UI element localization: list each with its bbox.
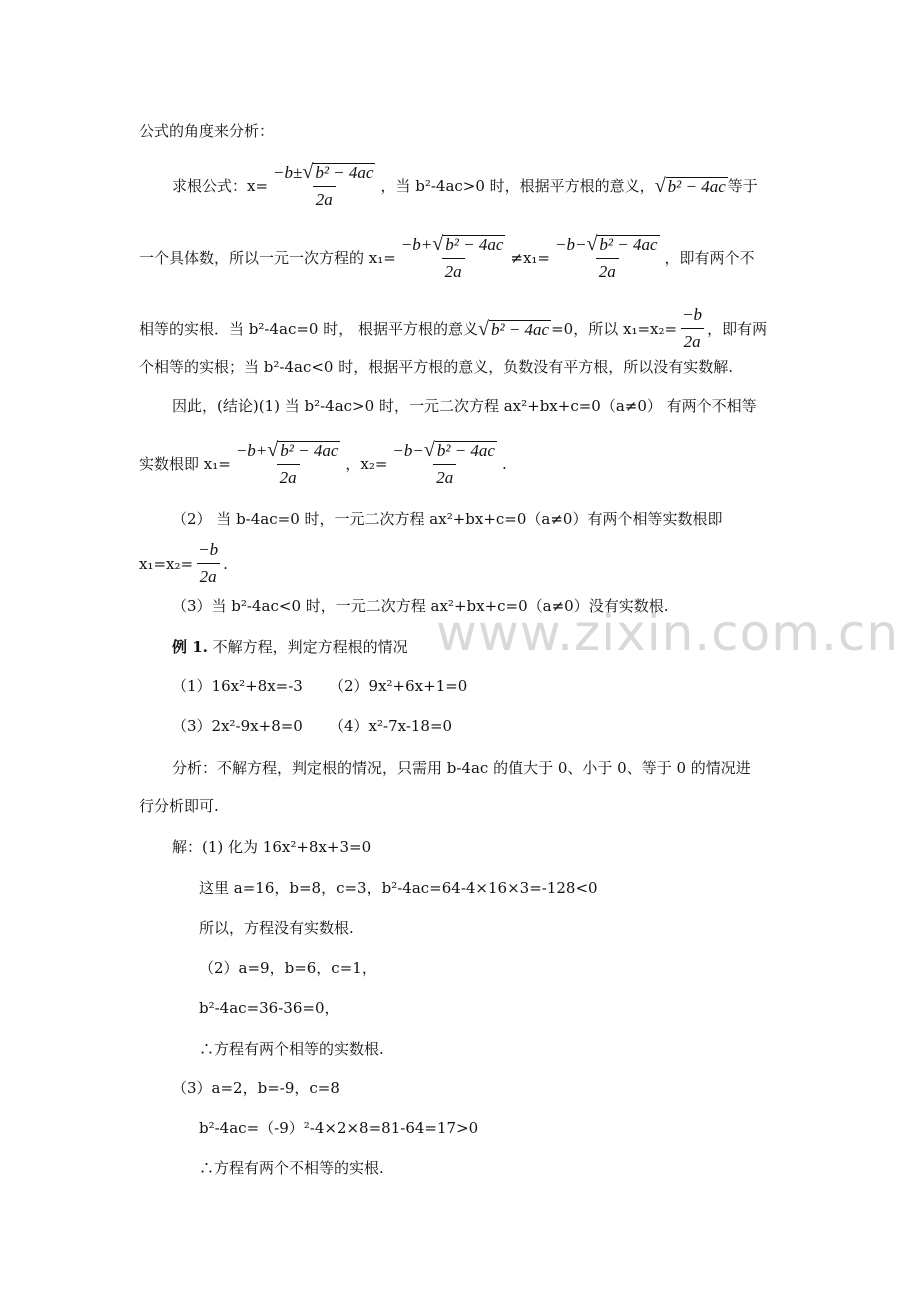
equation-3: （3）2x²-9x+8=0	[172, 717, 303, 735]
formula-mid: ，当 b²-4ac>0 时，根据平方根的意义，	[380, 177, 655, 195]
conclusion-3: （3）当 b²-4ac<0 时，一元二次方程 ax²+bx+c=0（a≠0）没有实数根.	[172, 597, 669, 615]
solution-1: 解：(1) 化为 16x²+8x+3=0	[172, 838, 372, 856]
root-minus-fraction: −b− √ b² − 4ac 2a	[554, 233, 658, 281]
discriminant-radical: √ b² − 4ac	[478, 317, 550, 340]
example-heading: 例 1. 不解方程，判定方程根的情况	[172, 638, 408, 656]
formula-suffix: 等于	[727, 177, 758, 195]
equation-2: （2）9x²+6x+1=0	[329, 677, 468, 695]
solution-6: ∴方程有两个相等的实数根.	[199, 1040, 384, 1058]
equation-1: （1）16x²+8x=-3	[172, 677, 303, 695]
no-roots-line: 个相等的实根；当 b²-4ac<0 时，根据平方根的意义，负数没有平方根，所以没有实数解.	[139, 358, 733, 376]
solution-9: ∴方程有两个不相等的实根.	[199, 1159, 384, 1177]
formula-denominator: 2a	[313, 186, 336, 210]
root-plus-fraction: −b+ √ b² − 4ac 2a	[400, 233, 504, 281]
equation-4: （4）x²-7x-18=0	[329, 717, 453, 735]
solution-8: b²-4ac=（-9）²-4×2×8=81-64=17>0	[199, 1119, 479, 1137]
roots-line	[139, 234, 755, 282]
solution-2: 这里 a=16，b=8，c=3，b²-4ac=64-4×16×3=-128<0	[199, 879, 598, 897]
not-equal-text: ≠x₁=	[510, 249, 550, 267]
conclusion-2: （2） 当 b-4ac=0 时，一元二次方程 ax²+bx+c=0（a≠0）有两个相等实数根即	[172, 510, 723, 528]
root-formula-fraction: −b± √ b² − 4ac 2a	[273, 161, 374, 209]
x1-fraction: −b+ √ b² − 4ac 2a	[235, 439, 339, 487]
formula-radicand: b² − 4ac	[315, 163, 374, 182]
discriminant-radical: √ b² − 4ac	[654, 175, 726, 197]
solution-5: b²-4ac=36-36=0，	[199, 999, 340, 1017]
roots-line-text: 一个具体数，所以一元一次方程的 x₁=	[139, 249, 396, 267]
intro-line: 公式的角度来分析：	[139, 122, 275, 140]
conclusion-2-roots: x₁=x₂= $\frac{-b}{2a}$ .	[139, 540, 228, 586]
double-root-fraction: $\frac{-b}{2a}$	[682, 305, 703, 351]
analysis-line-2: 行分析即可.	[139, 797, 219, 815]
formula-prefix: 求根公式：x=	[172, 177, 269, 195]
solution-4: （2）a=9，b=6，c=1，	[199, 959, 377, 977]
watermark: www.zixin.com.cn	[436, 604, 900, 662]
solution-7: （3）a=2，b=-9，c=8	[172, 1079, 340, 1097]
analysis-line-1: 分析：不解方程，判定根的情况，只需用 b-4ac 的值大于 0、小于 0、等于 0 的情况进	[172, 759, 751, 777]
x2-fraction: −b− √ b² − 4ac 2a	[392, 439, 495, 487]
formula-numerator: −b±	[273, 163, 303, 182]
equal-roots-line: 相等的实根．当 b²-4ac=0 时， 根据平方根的意义 √ b² − 4ac =0，所以 x₁=x₂= $\frac{-b}{2a}$ ，即有两	[139, 305, 768, 351]
conclusion-1-roots: 实数根即 x₁= −b+ √ b² − 4ac 2a ，x₂= −b− √ b² − 4ac 2a .	[139, 439, 507, 487]
conclusion-1: 因此，(结论)(1) 当 b²-4ac>0 时，一元二次方程 ax²+bx+c=0（a≠0） 有两个不相等	[172, 397, 757, 415]
roots-line-tail: ，即有两个不	[664, 249, 755, 267]
formula-line	[172, 162, 758, 210]
double-root-fraction: $\frac{-b}{2a}$	[198, 540, 219, 586]
solution-3: 所以，方程没有实数根.	[199, 919, 354, 937]
